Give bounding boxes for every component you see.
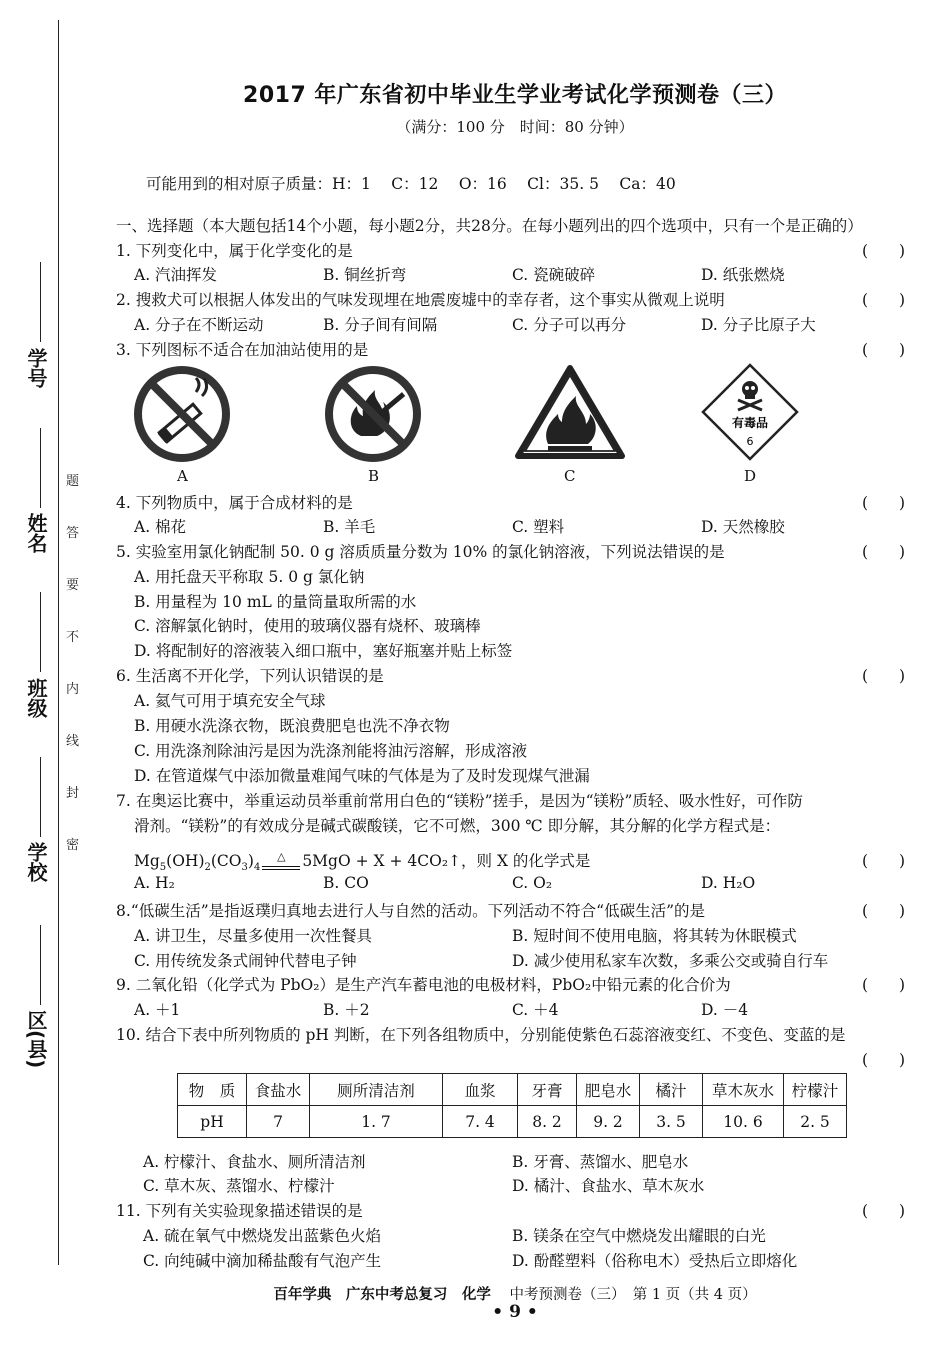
q7-equation: $Mg_5(OH)_2(CO_3)_4\triangle$ 5MgO + X + 4CO₂↑，则 X 的化学式是 [134, 850, 591, 874]
q8-option-c: C. 用传统发条式闹钟代替电子钟 [134, 952, 357, 970]
q4-option-c: C. 塑料 [512, 518, 565, 536]
side-label-school: 学校 [24, 842, 48, 882]
answer-blank: ( ) [862, 291, 906, 309]
q11-option-c: C. 向纯碱中滴加稀盐酸有气泡产生 [143, 1252, 382, 1270]
section-heading: 一、选择题（本大题包括14个小题，每小题2分，共28分。在每小题列出的四个选项中，只有一个是正确的） [116, 217, 863, 235]
answer-blank: ( ) [862, 543, 906, 561]
side-label-name: 姓名 [24, 513, 48, 553]
side-fill-line [40, 592, 41, 672]
q3-label-b: B [368, 467, 380, 485]
seal-char: 封 [66, 786, 80, 801]
answer-blank: ( ) [862, 494, 906, 512]
q2-option-c: C. 分子可以再分 [512, 316, 627, 334]
q7-option-b: B. CO [323, 874, 369, 892]
no-open-flame-icon [321, 362, 425, 466]
table-cell: 9. 2 [577, 1106, 640, 1138]
question-2-stem: 2. 搜救犬可以根据人体发出的气味发现埋在地震废墟中的幸存者，这个事实从微观上说明 [116, 291, 725, 309]
question-5-stem: 5. 实验室用氯化钠配制 50. 0 g 溶质质量分数为 10% 的氯化钠溶液，下列说法错误的是 [116, 543, 725, 561]
question-11-stem: 11. 下列有关实验现象描述错误的是 [116, 1202, 363, 1220]
q4-option-a: A. 棉花 [134, 518, 187, 536]
seal-char: 不 [66, 630, 80, 645]
answer-blank: ( ) [862, 976, 906, 994]
seal-char: 线 [66, 734, 80, 749]
q11-option-b: B. 镁条在空气中燃烧发出耀眼的白光 [512, 1227, 766, 1245]
q5-option-c: C. 溶解氯化钠时，使用的玻璃仪器有烧杯、玻璃棒 [134, 617, 481, 635]
page-footer [0, 1283, 950, 1304]
question-3-stem: 3. 下列图标不适合在加油站使用的是 [116, 341, 369, 359]
table-cell: 7 [247, 1106, 310, 1138]
question-4-stem: 4. 下列物质中，属于合成材料的是 [116, 494, 353, 512]
answer-blank: ( ) [862, 667, 906, 685]
q4-option-d: D. 天然橡胶 [701, 518, 785, 536]
table-cell: 柠檬汁 [784, 1074, 847, 1106]
table-cell: 2. 5 [784, 1106, 847, 1138]
q1-option-d: D. 纸张燃烧 [701, 266, 785, 284]
answer-blank: ( ) [862, 852, 906, 870]
q7-option-a: A. H₂ [134, 874, 175, 892]
question-8-stem: 8.“低碳生活”是指返璞归真地去进行人与自然的活动。下列活动不符合“低碳生活”的是 [116, 902, 705, 920]
footer-info: 中考预测卷（三） 第 1 页（共 4 页） [509, 1287, 757, 1303]
side-label-district: 区(县) [24, 1010, 48, 1069]
q10-option-c: C. 草木灰、蒸馏水、柠檬汁 [143, 1177, 335, 1195]
table-cell: 1. 7 [310, 1106, 443, 1138]
q1-option-b: B. 铜丝折弯 [323, 266, 407, 284]
q9-option-b: B. ＋2 [323, 1001, 370, 1019]
question-1-stem: 1. 下列变化中，属于化学变化的是 [116, 242, 353, 260]
seal-char: 要 [66, 578, 80, 593]
page-number: • 9 • [492, 1302, 538, 1322]
answer-blank: ( ) [862, 1051, 906, 1069]
q7-option-d: D. H₂O [701, 874, 756, 892]
q1-option-a: A. 汽油挥发 [134, 266, 218, 284]
table-cell: 厕所清洁剂 [310, 1074, 443, 1106]
q8-option-b: B. 短时间不使用电脑，将其转为休眠模式 [512, 927, 797, 945]
q6-option-d: D. 在管道煤气中添加微量难闻气味的气体是为了及时发现煤气泄漏 [134, 767, 590, 785]
q9-option-a: A. ＋1 [134, 1001, 181, 1019]
q3-label-a: A [177, 467, 188, 485]
question-10-stem: 10. 结合下表中所列物质的 pH 判断，在下列各组物质中，分别能使紫色石蕊溶液变红、不变色、变蓝的是 [116, 1026, 846, 1044]
table-cell: 橘汁 [640, 1074, 703, 1106]
q6-option-c: C. 用洗涤剂除油污是因为洗涤剂能将油污溶解，形成溶液 [134, 742, 528, 760]
binding-line [58, 20, 59, 1265]
seal-char: 答 [66, 526, 80, 541]
answer-blank: ( ) [862, 902, 906, 920]
table-cell: 食盐水 [247, 1074, 310, 1106]
seal-char: 密 [66, 838, 80, 853]
q8-option-d: D. 减少使用私家车次数，多乘公交或骑自行车 [512, 952, 829, 970]
side-fill-line [40, 925, 41, 1005]
side-fill-line [40, 757, 41, 837]
atomic-mass-note: 可能用到的相对原子质量：H：1 C：12 O：16 Cl：35. 5 Ca：40 [146, 175, 676, 193]
table-cell: 肥皂水 [577, 1074, 640, 1106]
question-9-stem: 9. 二氧化铅（化学式为 PbO₂）是生产汽车蓄电池的电极材料，PbO₂中铅元素的化合价为 [116, 976, 731, 994]
table-header-row [178, 1074, 847, 1106]
q8-option-a: A. 讲卫生，尽量多使用一次性餐具 [134, 927, 373, 945]
seal-char: 题 [66, 474, 80, 489]
answer-blank: ( ) [862, 341, 906, 359]
table-cell: 血浆 [443, 1074, 518, 1106]
page-title: 2017 年广东省初中毕业生学业考试化学预测卷（三） [243, 83, 787, 108]
ph-table [177, 1073, 847, 1138]
q4-option-b: B. 羊毛 [323, 518, 376, 536]
q11-option-a: A. 硫在氧气中燃烧发出蓝紫色火焰 [143, 1227, 382, 1245]
table-cell: pH [178, 1106, 247, 1138]
q6-option-a: A. 氦气可用于填充安全气球 [134, 692, 326, 710]
table-cell: 草木灰水 [703, 1074, 784, 1106]
q9-option-d: D. －4 [701, 1001, 749, 1019]
table-cell: 10. 6 [703, 1106, 784, 1138]
q11-option-d: D. 酚醛塑料（俗称电木）受热后立即熔化 [512, 1252, 798, 1270]
side-label-student-id: 学号 [24, 348, 48, 388]
table-cell: 牙膏 [518, 1074, 577, 1106]
q10-option-b: B. 牙膏、蒸馏水、肥皂水 [512, 1153, 689, 1171]
no-smoking-icon [130, 362, 234, 466]
table-cell: 7. 4 [443, 1106, 518, 1138]
q3-label-c: C [564, 467, 576, 485]
q9-option-c: C. ＋4 [512, 1001, 559, 1019]
q2-option-b: B. 分子间有间隔 [323, 316, 438, 334]
table-row [178, 1106, 847, 1138]
side-label-class: 班级 [24, 678, 48, 718]
question-7-stem-cont: 滑剂。“镁粉”的有效成分是碱式碳酸镁，它不可燃，300 ℃ 即分解，其分解的化学方程式是： [134, 817, 781, 835]
q7-option-c: C. O₂ [512, 874, 553, 892]
q10-option-a: A. 柠檬汁、食盐水、厕所清洁剂 [143, 1153, 366, 1171]
q5-option-b: B. 用量程为 10 mL 的量筒量取所需的水 [134, 593, 417, 611]
heat-condition-symbol: △ [260, 850, 302, 863]
q2-option-d: D. 分子比原子大 [701, 316, 816, 334]
table-cell: 3. 5 [640, 1106, 703, 1138]
side-fill-line [40, 428, 41, 508]
q5-option-d: D. 将配制好的溶液装入细口瓶中，塞好瓶塞并贴上标签 [134, 642, 513, 660]
question-7-stem: 7. 在奥运比赛中，举重运动员举重前常用白色的“镁粉”搓手，是因为“镁粉”质轻、吸水性好，可作防 [116, 792, 803, 810]
answer-blank: ( ) [862, 242, 906, 260]
toxic-substance-sign-icon [700, 362, 800, 462]
side-fill-line [40, 262, 41, 342]
page-subtitle: （满分：100 分 时间：80 分钟） [396, 118, 634, 136]
table-cell: 8. 2 [518, 1106, 577, 1138]
q5-option-a: A. 用托盘天平称取 5. 0 g 氯化钠 [134, 568, 365, 586]
question-6-stem: 6. 生活离不开化学，下列认识错误的是 [116, 667, 384, 685]
q6-option-b: B. 用硬水洗涤衣物，既浪费肥皂也洗不净衣物 [134, 717, 450, 735]
answer-blank: ( ) [862, 1202, 906, 1220]
q10-option-d: D. 橘汁、食盐水、草木灰水 [512, 1177, 705, 1195]
toxic-sign-text: 有毒品 [731, 416, 769, 430]
q3-label-d: D [744, 467, 757, 485]
q7-equation-products: 5MgO + X + 4CO₂↑，则 X 的化学式是 [302, 852, 591, 870]
toxic-sign-number: 6 [746, 435, 754, 448]
table-cell: 物 质 [178, 1074, 247, 1106]
seal-char: 内 [66, 682, 80, 697]
footer-brand: 百年学典 广东中考总复习 化学 [273, 1287, 491, 1303]
flammable-warning-icon [514, 364, 626, 460]
q2-option-a: A. 分子在不断运动 [134, 316, 264, 334]
q1-option-c: C. 瓷碗破碎 [512, 266, 596, 284]
